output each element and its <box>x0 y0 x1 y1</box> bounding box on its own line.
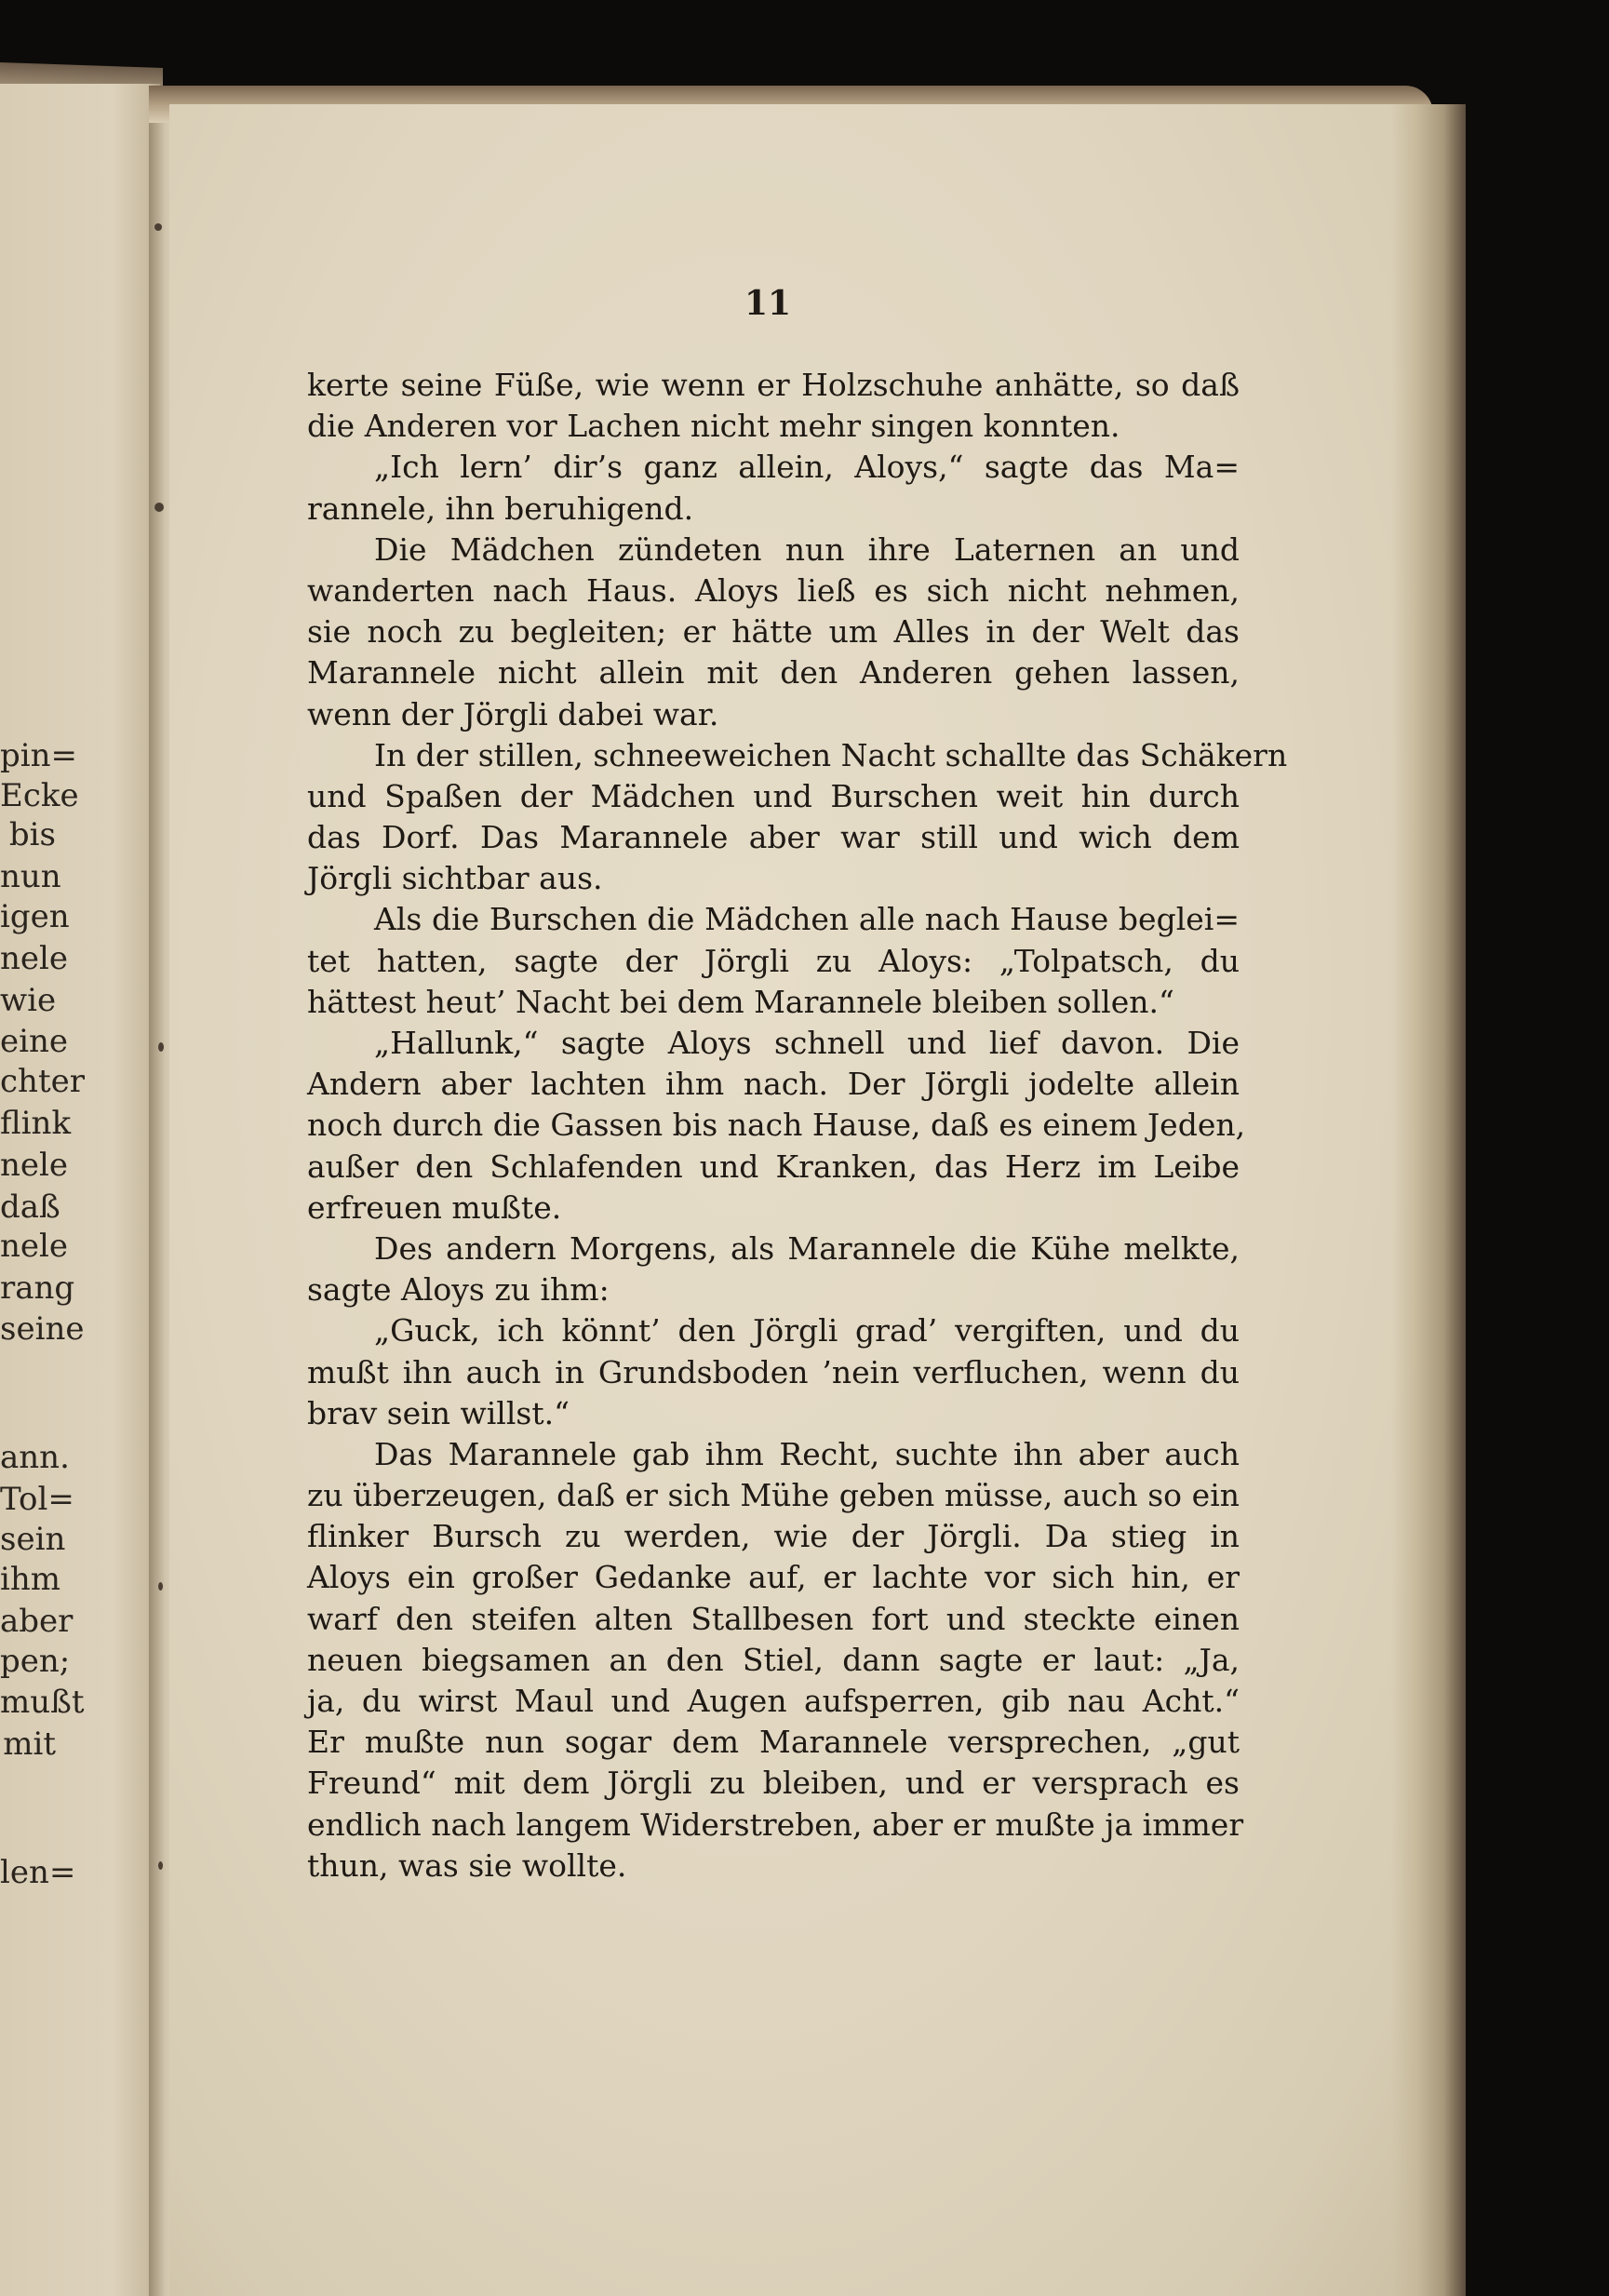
text-line: In der stillen, schneeweichen Nacht schallte das Schäkern <box>374 736 1288 773</box>
left-page-fragment: daß <box>0 1188 60 1226</box>
text-line: kerte seine Füße, wie wenn er Holzschuhe anhätte, so daß <box>307 367 1240 403</box>
text-line: „Hallunk,“ sagte Aloys schnell und lief davon. Die <box>374 1025 1240 1061</box>
text-line: tet hatten, sagte der Jörgli zu Aloys: „Tolpatsch, du <box>307 942 1240 979</box>
body-text <box>307 365 1288 1886</box>
text-line: thun, was sie wollte. <box>307 1846 627 1884</box>
gutter-speck <box>158 1582 163 1591</box>
text-line: sie noch zu begleiten; er hätte um Alles in der Welt das <box>307 613 1240 651</box>
left-page-fragment: aber <box>0 1603 74 1640</box>
text-line: Andern aber lachten ihm nach. Der Jörgli jodelte allein <box>307 1066 1240 1103</box>
left-page-fragment: Ecke <box>0 777 79 814</box>
text-line: Aloys ein großer Gedanke auf, er lachte vor sich hin, er <box>307 1559 1240 1596</box>
left-page-fragment: rang <box>0 1269 75 1307</box>
page-right-edge <box>1391 104 1466 2296</box>
text-line: wanderten nach Haus. Aloys ließ es sich nicht nehmen, <box>307 571 1240 609</box>
left-page-fragment: len= <box>0 1854 76 1891</box>
text-line: warf den steifen alten Stallbesen fort und steckte einen <box>307 1600 1240 1637</box>
left-page-fragment: mit <box>3 1725 56 1763</box>
left-page-fragment: sein <box>0 1521 66 1558</box>
text-line: sagte Aloys zu ihm: <box>307 1271 610 1309</box>
text-line: „Ich lern’ dir’s ganz allein, Aloys,“ sagte das Ma= <box>374 449 1240 486</box>
text-line: endlich nach langem Widerstreben, aber er mußte ja immer <box>307 1806 1244 1843</box>
left-page-fragment: flink <box>0 1105 72 1142</box>
gutter-speck <box>154 503 164 512</box>
left-page-fragment: mußt <box>0 1684 85 1721</box>
text-line: Das Marannele gab ihm Recht, suchte ihn aber auch <box>374 1435 1240 1472</box>
text-line: das Dorf. Das Marannele aber war still und wich dem <box>307 819 1240 856</box>
left-page-fragment: nun <box>0 858 61 895</box>
text-line: wenn der Jörgli dabei war. <box>307 695 719 732</box>
text-line: hättest heut’ Nacht bei dem Marannele bleiben sollen.“ <box>307 983 1174 1020</box>
left-page-fragment: seine <box>0 1310 85 1348</box>
gutter-speck <box>158 1861 163 1870</box>
text-line: zu überzeugen, daß er sich Mühe geben müsse, auch so ein <box>307 1477 1240 1514</box>
text-line: noch durch die Gassen bis nach Hause, daß es einem Jeden, <box>307 1107 1246 1144</box>
left-page-fragment: nele <box>0 1228 69 1265</box>
left-page-fragment: bis <box>8 816 56 853</box>
left-page-fragment: nele <box>0 940 69 977</box>
text-line: außer den Schlafenden und Kranken, das Herz im Leibe <box>307 1148 1240 1185</box>
text-line: erfreuen mußte. <box>307 1188 562 1226</box>
text-line: und Spaßen der Mädchen und Burschen weit hin durch <box>307 777 1240 814</box>
left-page-fragment: Tol= <box>0 1481 74 1518</box>
text-line: Freund“ mit dem Jörgli zu bleiben, und er versprach es <box>307 1765 1240 1802</box>
left-page <box>0 84 160 2296</box>
left-page-fragment: chter <box>0 1063 85 1100</box>
text-line: brav sein willst.“ <box>307 1394 570 1431</box>
left-page-fragment: pin= <box>0 737 78 774</box>
text-line: Als die Burschen die Mädchen alle nach Hause beglei= <box>374 901 1240 938</box>
text-line: Des andern Morgens, als Marannele die Kühe melkte, <box>374 1229 1240 1267</box>
left-page-fragment: ann. <box>0 1439 70 1476</box>
left-page-fragment: eine <box>0 1023 69 1060</box>
text-line: Marannele nicht allein mit den Anderen gehen lassen, <box>307 654 1240 691</box>
gutter-speck <box>158 1042 164 1052</box>
text-line: Er mußte nun sogar dem Marannele versprechen, „gut <box>307 1724 1240 1761</box>
text-line: mußt ihn auch in Grundsboden ’nein verfluchen, wenn du <box>307 1353 1240 1390</box>
left-page-fragment: igen <box>0 898 70 935</box>
left-page-fragment: pen; <box>0 1643 71 1680</box>
text-line: Die Mädchen zündeten nun ihre Laternen an und <box>374 530 1240 568</box>
text-line: die Anderen vor Lachen nicht mehr singen konnten. <box>307 408 1120 445</box>
left-page-fragment: nele <box>0 1147 69 1184</box>
left-page-fragment: wie <box>0 982 57 1019</box>
page-number: 11 <box>744 284 792 323</box>
gutter-speck <box>154 223 162 231</box>
text-line: „Guck, ich könnt’ den Jörgli grad’ vergiften, und du <box>374 1312 1240 1349</box>
text-line: Jörgli sichtbar aus. <box>307 860 603 897</box>
left-page-fragment: ihm <box>0 1561 61 1598</box>
text-line: flinker Bursch zu werden, wie der Jörgli. Da stieg in <box>307 1518 1240 1555</box>
text-line: rannele, ihn beruhigend. <box>307 490 694 527</box>
text-line: ja, du wirst Maul und Augen aufsperren, gib nau Acht.“ <box>307 1683 1240 1719</box>
text-line: neuen biegsamen an den Stiel, dann sagte er laut: „Ja, <box>307 1641 1240 1678</box>
